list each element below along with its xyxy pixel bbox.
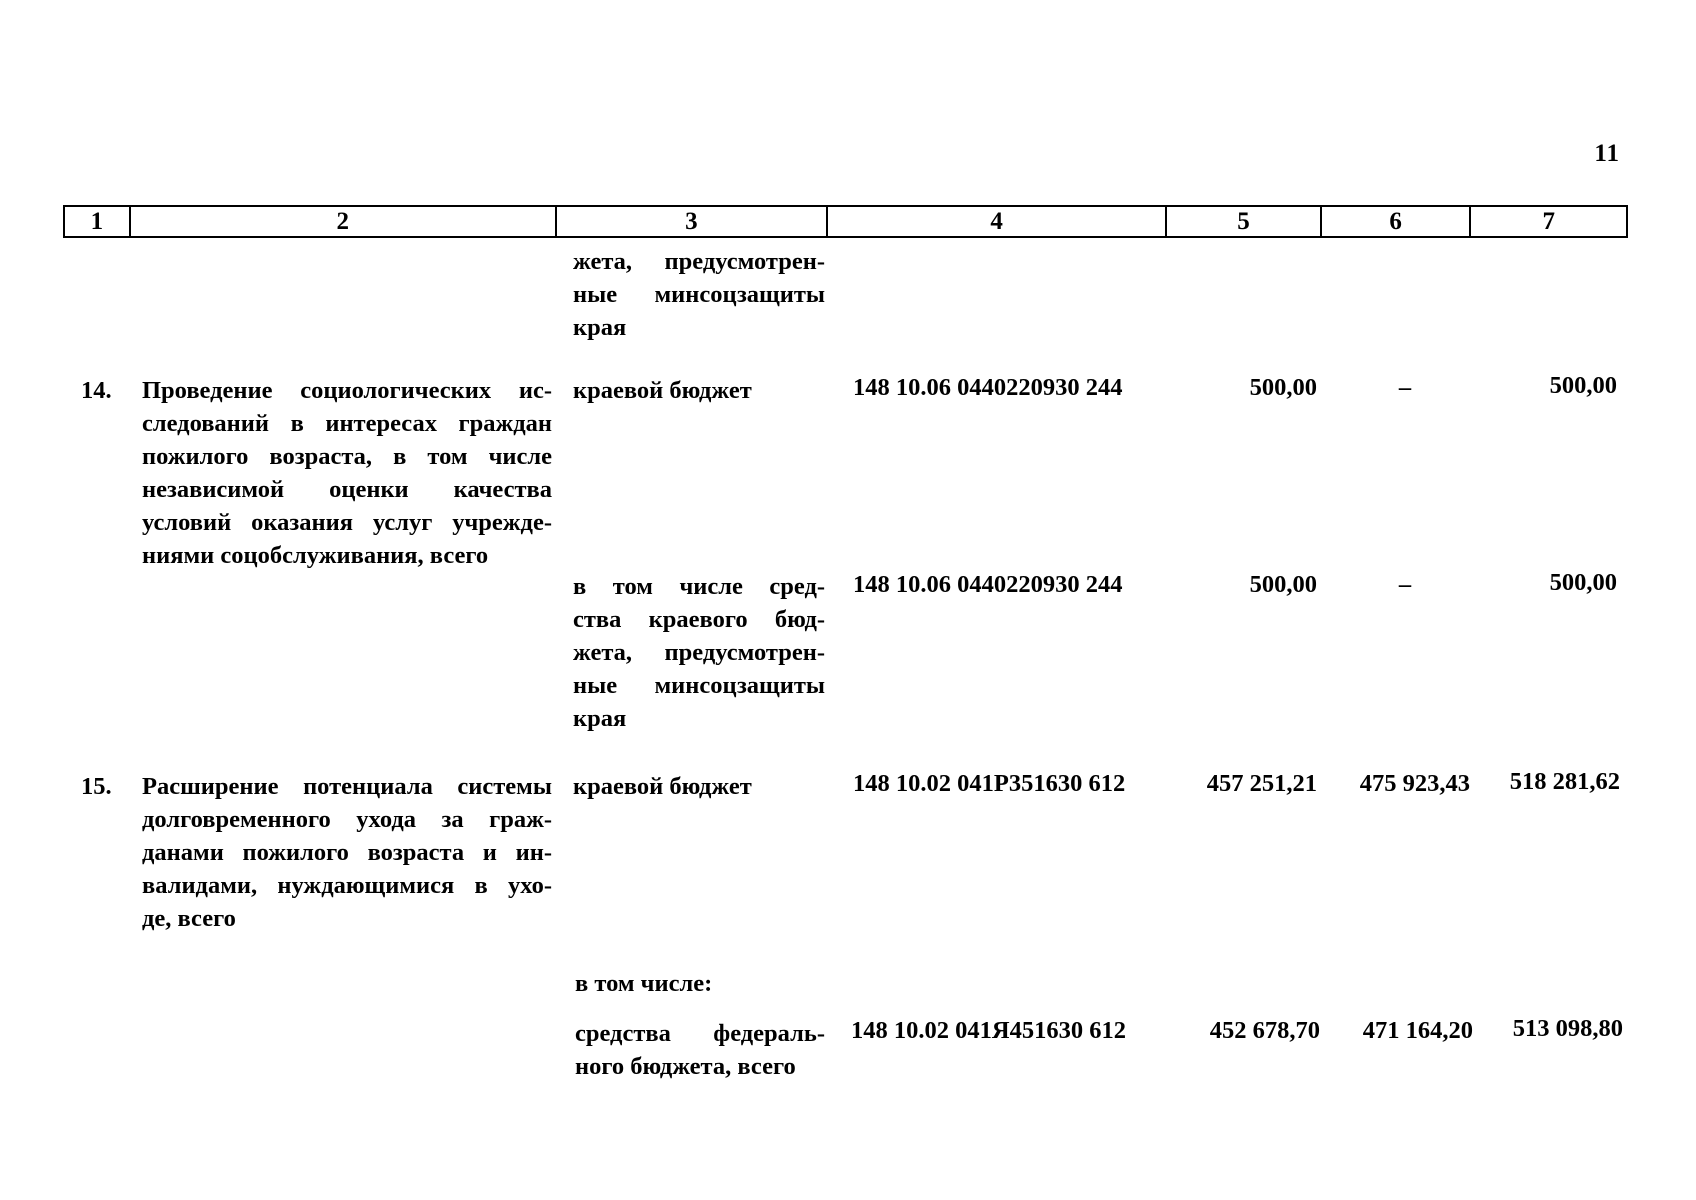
row14-sub-value-6: –	[1398, 571, 1412, 598]
title-line: де, всего	[142, 905, 236, 932]
continuation-line: жета, предусмотрен-	[573, 248, 825, 275]
row14-value-7: 500,00	[1549, 372, 1617, 399]
source-line: ного бюджета, всего	[575, 1053, 796, 1080]
title-line: Расширение потенциала системы	[142, 773, 552, 800]
title-line: валидами, нуждающимися в ухо-	[142, 872, 552, 899]
title-line: независимой оценки качества	[142, 476, 552, 503]
page-number: 11	[1594, 140, 1620, 167]
row15-source: краевой бюджет	[573, 773, 752, 800]
row15-title	[142, 770, 552, 935]
title-line: Проведение социологических ис-	[142, 377, 552, 404]
row14-title	[142, 374, 552, 572]
source-line: края	[573, 705, 627, 732]
header-col-7: 7	[1542, 208, 1555, 235]
row15-federal-value-7: 513 098,80	[1512, 1015, 1623, 1042]
continuation-line: края	[573, 314, 627, 341]
header-col-2: 2	[131, 207, 557, 236]
row14-value-5: 500,00	[1249, 374, 1317, 401]
row15-federal-value-6: 471 164,20	[1362, 1017, 1473, 1044]
row15-including-label: в том числе:	[575, 970, 713, 997]
header-col-1: 1	[65, 207, 131, 236]
header-col-5: 5	[1167, 207, 1322, 236]
row14-sub-source	[573, 570, 825, 735]
row14-source: краевой бюджет	[573, 377, 752, 404]
row14-sub-code: 148 10.06 0440220930 244	[853, 571, 1123, 598]
title-line: ниями соцобслуживания, всего	[142, 542, 489, 569]
source-line: ные минсоцзащиты	[573, 672, 825, 699]
row14-code: 148 10.06 0440220930 244	[853, 374, 1123, 401]
continuation-source	[573, 245, 825, 344]
row15-code: 148 10.02 041P351630 612	[853, 770, 1126, 797]
title-line: условий оказания услуг учрежде-	[142, 509, 552, 536]
title-line: следований в интересах граждан	[142, 410, 552, 437]
row15-federal-code: 148 10.02 041Я451630 612	[851, 1017, 1126, 1044]
header-col-6: 6	[1322, 207, 1472, 236]
row-number-15: 15.	[81, 773, 112, 800]
row14-sub-value-5: 500,00	[1249, 571, 1317, 598]
row15-federal-source	[575, 1017, 825, 1083]
row15-value-5: 457 251,21	[1206, 770, 1317, 797]
header-col-3: 3	[557, 207, 828, 236]
continuation-line: ные минсоцзащиты	[573, 281, 825, 308]
header-col-4: 4	[828, 207, 1167, 236]
title-line: долговременного ухода за граж-	[142, 806, 552, 833]
source-line: в том числе сред-	[573, 573, 825, 600]
title-line: данами пожилого возраста и ин-	[142, 839, 552, 866]
source-line: жета, предусмотрен-	[573, 639, 825, 666]
source-line: ства краевого бюд-	[573, 606, 825, 633]
row15-value-6: 475 923,43	[1359, 770, 1470, 797]
source-line: средства федераль-	[575, 1020, 825, 1047]
row14-sub-value-7: 500,00	[1549, 569, 1617, 596]
table-header	[63, 205, 1628, 238]
row14-value-6: –	[1398, 374, 1412, 401]
title-line: пожилого возраста, в том числе	[142, 443, 552, 470]
row15-federal-value-5: 452 678,70	[1209, 1017, 1320, 1044]
row-number-14: 14.	[81, 377, 112, 404]
row15-value-7: 518 281,62	[1509, 768, 1620, 795]
